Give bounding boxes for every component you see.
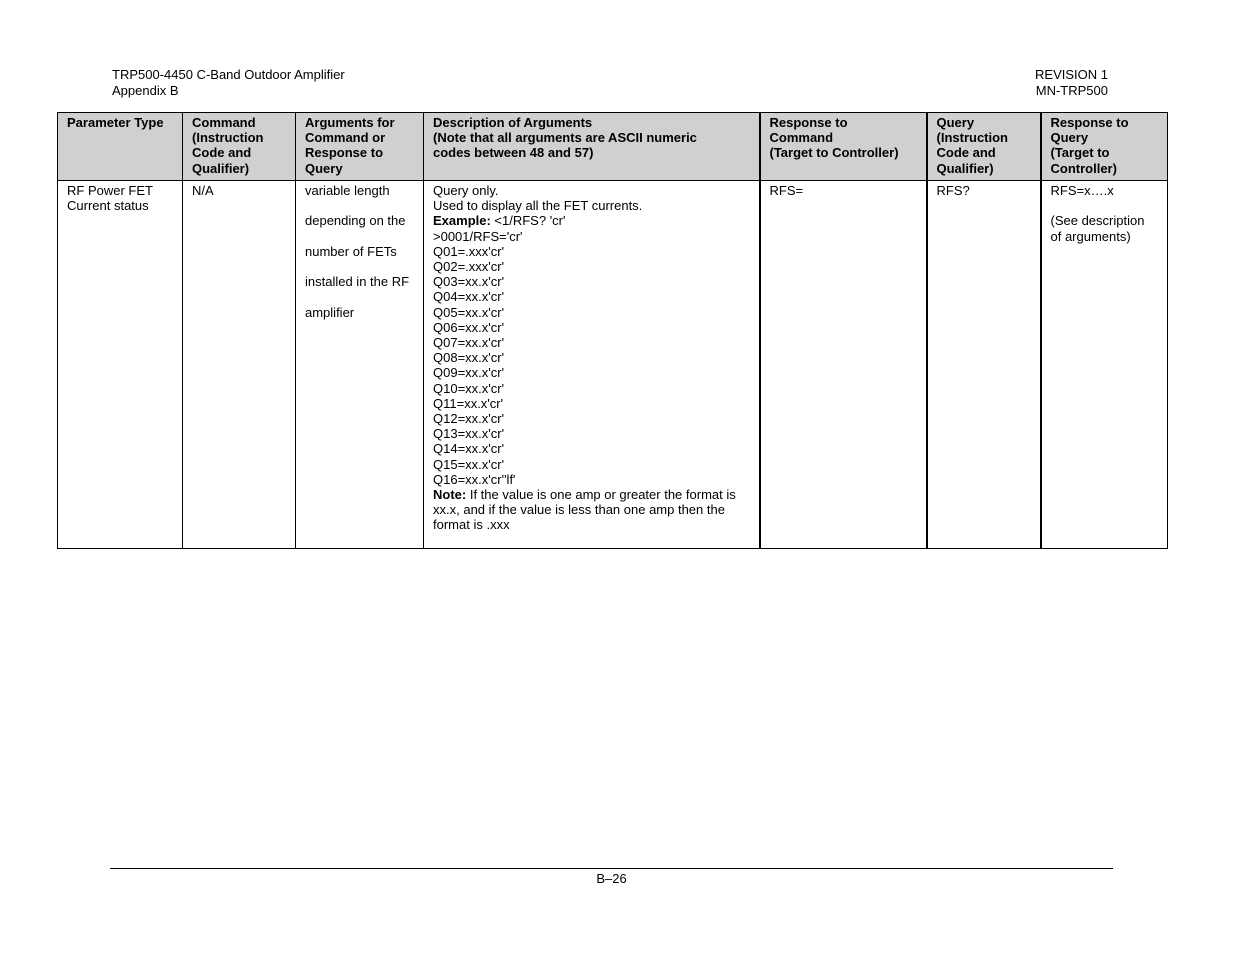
document-title: TRP500-4450 C-Band Outdoor Amplifier xyxy=(112,67,345,82)
cell-query: RFS? xyxy=(927,181,1041,549)
manual-number: MN-TRP500 xyxy=(1035,83,1108,98)
table-header-row xyxy=(58,113,1168,181)
header-parameter-type: Parameter Type xyxy=(58,113,183,181)
header-query: Query (Instruction Code and Qualifier) xyxy=(927,113,1041,181)
command-spec-table xyxy=(57,112,1168,549)
document-header-right xyxy=(1035,67,1108,99)
header-command: Command (Instruction Code and Qualifier) xyxy=(183,113,296,181)
page-number: B–26 xyxy=(596,871,627,886)
header-description: Description of Arguments (Note that all arguments are ASCII numeric codes between 48 and 57) xyxy=(424,113,760,181)
header-response-to-query: Response to Query (Target to Controller) xyxy=(1041,113,1168,181)
example-label: Example: xyxy=(433,213,491,229)
header-response-to-command: Response to Command (Target to Controller) xyxy=(760,113,927,181)
document-header-left xyxy=(112,67,345,99)
note-label: Note: xyxy=(433,487,467,503)
table-row xyxy=(58,181,1168,549)
cell-arguments: variable length depending on the number of FETs installed in the RF amplifier xyxy=(296,181,424,549)
revision-label: REVISION 1 xyxy=(1035,67,1108,82)
cell-response-to-query: RFS=x….x (See description of arguments) xyxy=(1041,181,1168,549)
cell-description: Query only. Used to display all the FET currents. Example: <1/RFS? 'cr' >0001/RFS='cr' Q01=.xxx'cr' Q02=.xxx'cr' Q03=xx.x'cr' Q04=xx.x'cr' Q05=xx.x'cr' Q06=xx.x'cr' Q07=xx.x'cr' Q08=xx.x'cr' Q09=xx.x'cr' Q10=xx.x'cr' Q11=xx.x'cr' Q12=xx.x'cr' Q13=xx.x'cr' Q14=xx.x'cr' Q15=xx.x'cr' Q16=xx.x'cr''lf' Note: If the value is one amp or greater the format is xx.x, and if the value is less than one amp then the format is .xxx xyxy=(424,181,760,549)
footer-divider xyxy=(110,868,1113,869)
cell-parameter-type: RF Power FET Current status xyxy=(58,181,183,549)
cell-response-to-command: RFS= xyxy=(760,181,927,549)
appendix-label: Appendix B xyxy=(112,83,179,98)
cell-command: N/A xyxy=(183,181,296,549)
header-arguments: Arguments for Command or Response to Query xyxy=(296,113,424,181)
